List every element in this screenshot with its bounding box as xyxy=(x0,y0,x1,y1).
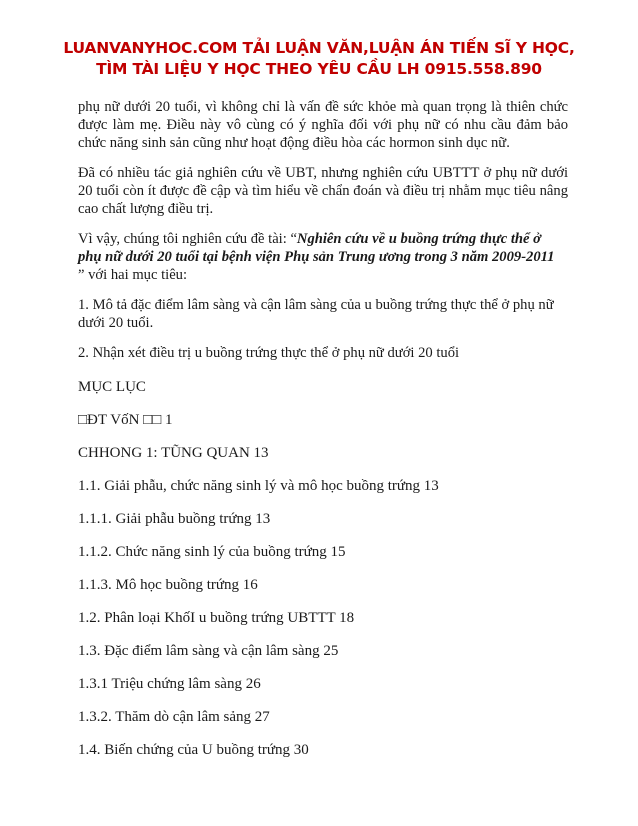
page-header xyxy=(40,38,598,80)
topic-title: Nghiên cứu về u buồng trứng thực thể ở phụ nữ dưới 20 tuổi tại bệnh viện Phụ sản Trung ương trong 3 năm 2009-2011 xyxy=(78,231,555,265)
toc-item: 1.3.2. Thăm dò cận lâm sảng 27 xyxy=(78,709,270,725)
topic-suffix: ” với hai mục tiêu: xyxy=(78,267,188,283)
header-line-1: LUANVANYHOC.COM TẢI LUẬN VĂN,LUẬN ÁN TIẾN SĨ Y HỌC, xyxy=(63,39,575,57)
toc-item: 1.1.1. Giải phẫu buồng trứng 13 xyxy=(78,511,271,527)
objective-2: 2. Nhận xét điều trị u buồng trứng thực thể ở phụ nữ dưới 20 tuổi xyxy=(78,345,460,361)
topic-prefix: Vì vậy, chúng tôi nghiên cứu đề tài: “ xyxy=(78,231,297,247)
objective-1: 1. Mô tả đặc điểm lâm sàng và cận lâm sàng của u buồng trứng thực thể ở phụ nữ dưới 20 tuổi. xyxy=(78,297,554,331)
toc-heading: MỤC LỤC xyxy=(78,379,146,395)
toc-item: 1.3. Đặc điểm lâm sàng và cận lâm sàng 25 xyxy=(78,643,339,659)
paragraph-intro: phụ nữ dưới 20 tuổi, vì không chỉ là vấn đề sức khỏe mà quan trọng là thiên chức được làm mẹ. Điều này vô cùng có ý nghĩa đối với phụ nữ có nhu cầu đảm bảo chức năng sinh sản cũng như hoạt động điều hòa các hormon sinh dục nữ. xyxy=(78,99,568,151)
toc-item: □ĐT VốN □□ 1 xyxy=(78,412,173,428)
toc-item: 1.4. Biến chứng của U buồng trứng 30 xyxy=(78,742,309,758)
toc-item: CHHONG 1: TŨNG QUAN 13 xyxy=(78,445,269,461)
toc-item: 1.1. Giải phẫu, chức năng sinh lý và mô học buồng trứng 13 xyxy=(78,478,439,494)
paragraph-research: Đã có nhiều tác giả nghiên cứu về UBT, nhưng nghiên cứu UBTTT ở phụ nữ dưới 20 tuổi còn ít được đề cập và tìm hiểu về chẩn đoán và điều trị nhằm mục tiêu nâng cao chất lượng điều trị. xyxy=(78,165,568,217)
table-of-contents xyxy=(78,378,568,759)
toc-item: 1.3.1 Triệu chứng lâm sàng 26 xyxy=(78,676,261,692)
toc-item: 1.2. Phân loại KhốI u buồng trứng UBTTT 18 xyxy=(78,610,355,626)
document-body xyxy=(78,98,568,774)
paragraph-topic xyxy=(78,230,568,284)
header-line-2: TÌM TÀI LIỆU Y HỌC THEO YÊU CẦU LH 0915.558.890 xyxy=(96,60,542,78)
toc-item: 1.1.3. Mô học buồng trứng 16 xyxy=(78,577,258,593)
toc-item: 1.1.2. Chức năng sinh lý của buồng trứng 15 xyxy=(78,544,346,560)
